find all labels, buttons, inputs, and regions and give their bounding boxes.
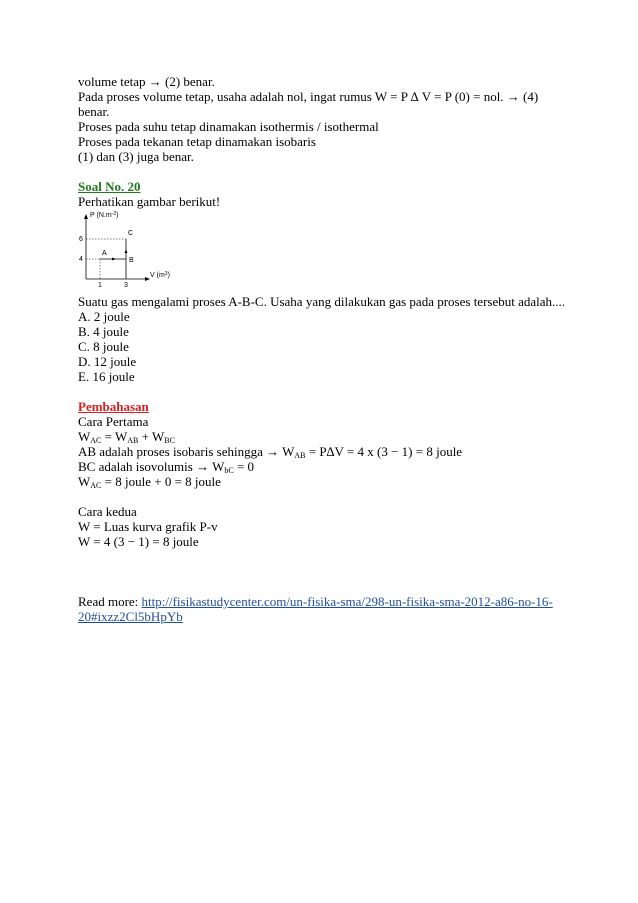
work-equation-4: $W_{AC} = 8$ joule + 0 = 8 joule xyxy=(78,474,221,490)
cara-kedua-line: W = 4 (3 − 1) = 8 joule xyxy=(78,534,199,549)
cara-kedua: Cara kedua xyxy=(78,504,137,519)
soal-question: Suatu gas mengalami proses A-B-C. Usaha yang dilakukan gas pada proses tersebut adalah.... xyxy=(78,294,566,309)
work-equation-3: BC adalah isovolumis → $W_{bC} = 0$ xyxy=(78,459,255,475)
read-more-link-cont[interactable]: 20#ixzz2Cl5bHpYb xyxy=(78,609,183,624)
pembahasan-heading: Pembahasan xyxy=(78,399,149,414)
option-c: C. 8 joule xyxy=(78,339,129,354)
spacer xyxy=(78,579,578,594)
y-tick-6: 6 xyxy=(79,236,83,243)
cara-kedua-line: W = Luas kurva grafik P-v xyxy=(78,519,218,534)
point-c-label: C xyxy=(128,230,134,237)
read-more xyxy=(78,594,578,609)
y-axis-label: P $(N.m^{-2})$ xyxy=(90,211,119,219)
option-e: E. 16 joule xyxy=(78,369,135,384)
option-a: A. 2 joule xyxy=(78,309,130,324)
intro-line: benar. xyxy=(78,104,110,119)
option-d: D. 12 joule xyxy=(78,354,137,369)
spacer xyxy=(78,164,578,179)
y-tick-4: 4 xyxy=(79,256,83,263)
intro-line: Proses pada tekanan tetap dinamakan isobaris xyxy=(78,134,316,149)
spacer xyxy=(78,489,578,504)
work-equation-1: $W_{AC} = W_{AB} + W_{BC}$ xyxy=(78,429,175,445)
document-page xyxy=(78,74,578,624)
read-more-link[interactable]: http://fisikastudycenter.com/un-fisika-sma/298-un-fisika-sma-2012-a86-no-16- xyxy=(141,594,553,609)
spacer xyxy=(78,384,578,399)
intro-line: Pada proses volume tetap, usaha adalah nol, ingat rumus W = P ∆ V = P (0) = nol. → (4) xyxy=(78,89,539,104)
option-b: B. 4 joule xyxy=(78,324,129,339)
pv-diagram xyxy=(78,209,188,289)
intro-line: volume tetap → (2) benar. xyxy=(78,74,215,89)
intro-line: Proses pada suhu tetap dinamakan isothermis / isothermal xyxy=(78,119,379,134)
point-b-label: B xyxy=(129,257,134,264)
intro-line: (1) dan (3) juga benar. xyxy=(78,149,194,164)
soal-prompt: Perhatikan gambar berikut! xyxy=(78,194,221,209)
x-tick-1: 1 xyxy=(98,282,102,289)
spacer xyxy=(78,549,578,579)
x-axis-label: V $(m^3)$ xyxy=(150,271,170,279)
point-a-label: A xyxy=(102,250,107,257)
x-tick-3: 3 xyxy=(124,282,128,289)
cara-pertama: Cara Pertama xyxy=(78,414,149,429)
soal-heading: Soal No. 20 xyxy=(78,179,141,194)
work-equation-2: AB adalah proses isobaris sehingga → $W_{AB} = P\Delta V = 4$ x (3 − 1) = 8 joule xyxy=(78,444,463,460)
read-more-label: Read more: xyxy=(78,594,142,609)
read-more-cont xyxy=(78,609,578,624)
